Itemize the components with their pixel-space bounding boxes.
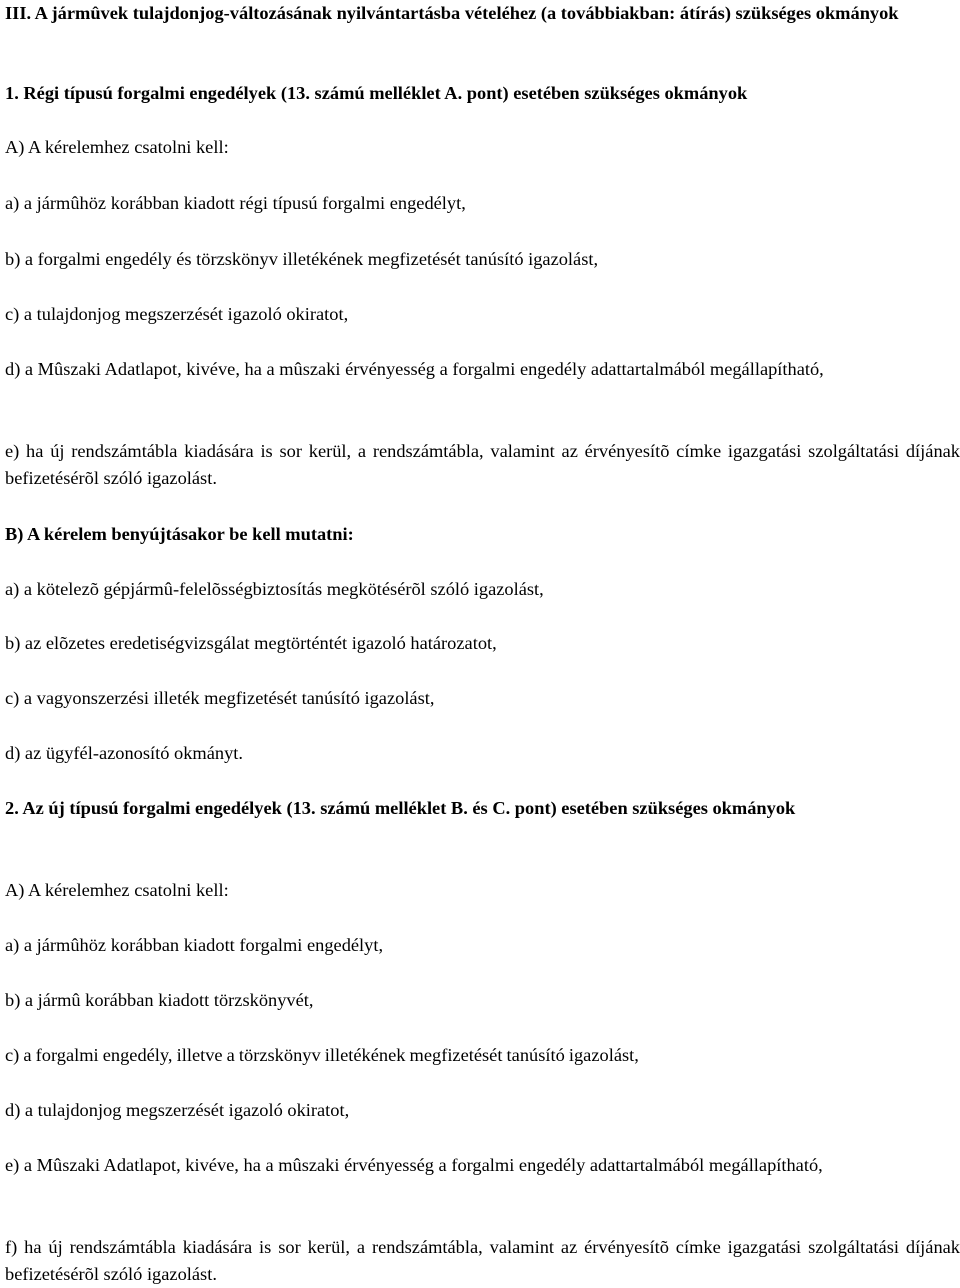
chapter-heading: III. A jármûvek tulajdonjog-változásának nyilvántartásba vételéhez (a továbbiakban: átírás) szükséges okmányok xyxy=(5,3,899,23)
s1a-item-a: a) a jármûhöz korábban kiadott régi típusú forgalmi engedélyt, xyxy=(5,193,466,213)
s1a-item-e: e) ha új rendszámtábla kiadására is sor kerül, a rendszámtábla, valamint az érvényesítõ címke igazgatási szolgáltatási díjának befizetésérõl szóló igazolást. xyxy=(5,441,960,488)
s2a-item-b: b) a jármû korábban kiadott törzskönyvét, xyxy=(5,990,314,1010)
s1b-item-d: d) az ügyfél-azonosító okmányt. xyxy=(5,743,243,763)
section-1-part-b-title: B) A kérelem benyújtásakor be kell mutatni: xyxy=(5,524,354,544)
s1a-item-d: d) a Mûszaki Adatlapot, kivéve, ha a mûszaki érvényesség a forgalmi engedély adattartalmából megállapítható, xyxy=(5,359,824,379)
s2a-item-c: c) a forgalmi engedély, illetve a törzskönyv illetékének megfizetését tanúsító igazolást, xyxy=(5,1045,639,1065)
s2a-item-f: f) ha új rendszámtábla kiadására is sor kerül, a rendszámtábla, valamint az érvényesítõ címke igazgatási szolgáltatási díjának befizetésérõl szóló igazolást. xyxy=(5,1237,960,1284)
section-1-title: 1. Régi típusú forgalmi engedélyek (13. számú melléklet A. pont) esetében szükséges okmányok xyxy=(5,83,748,103)
s1b-item-a: a) a kötelezõ gépjármû-felelõsségbiztosítás megkötésérõl szóló igazolást, xyxy=(5,579,544,599)
s2a-item-a: a) a jármûhöz korábban kiadott forgalmi engedélyt, xyxy=(5,935,384,955)
s1a-item-c: c) a tulajdonjog megszerzését igazoló okiratot, xyxy=(5,304,349,324)
section-2-title: 2. Az új típusú forgalmi engedélyek (13. számú melléklet B. és C. pont) esetében szükséges okmányok xyxy=(5,798,796,818)
s1a-item-b: b) a forgalmi engedély és törzskönyv illetékének megfizetését tanúsító igazolást, xyxy=(5,249,599,269)
section-1-part-a-title: A) A kérelemhez csatolni kell: xyxy=(5,137,229,157)
section-2-part-a-title: A) A kérelemhez csatolni kell: xyxy=(5,880,229,900)
s2a-item-e: e) a Mûszaki Adatlapot, kivéve, ha a mûszaki érvényesség a forgalmi engedély adattartalmából megállapítható, xyxy=(5,1155,823,1175)
s2a-item-d: d) a tulajdonjog megszerzését igazoló okiratot, xyxy=(5,1100,350,1120)
s1b-item-b: b) az elõzetes eredetiségvizsgálat megtörténtét igazoló határozatot, xyxy=(5,633,497,653)
s1b-item-c: c) a vagyonszerzési illeték megfizetését tanúsító igazolást, xyxy=(5,688,435,708)
